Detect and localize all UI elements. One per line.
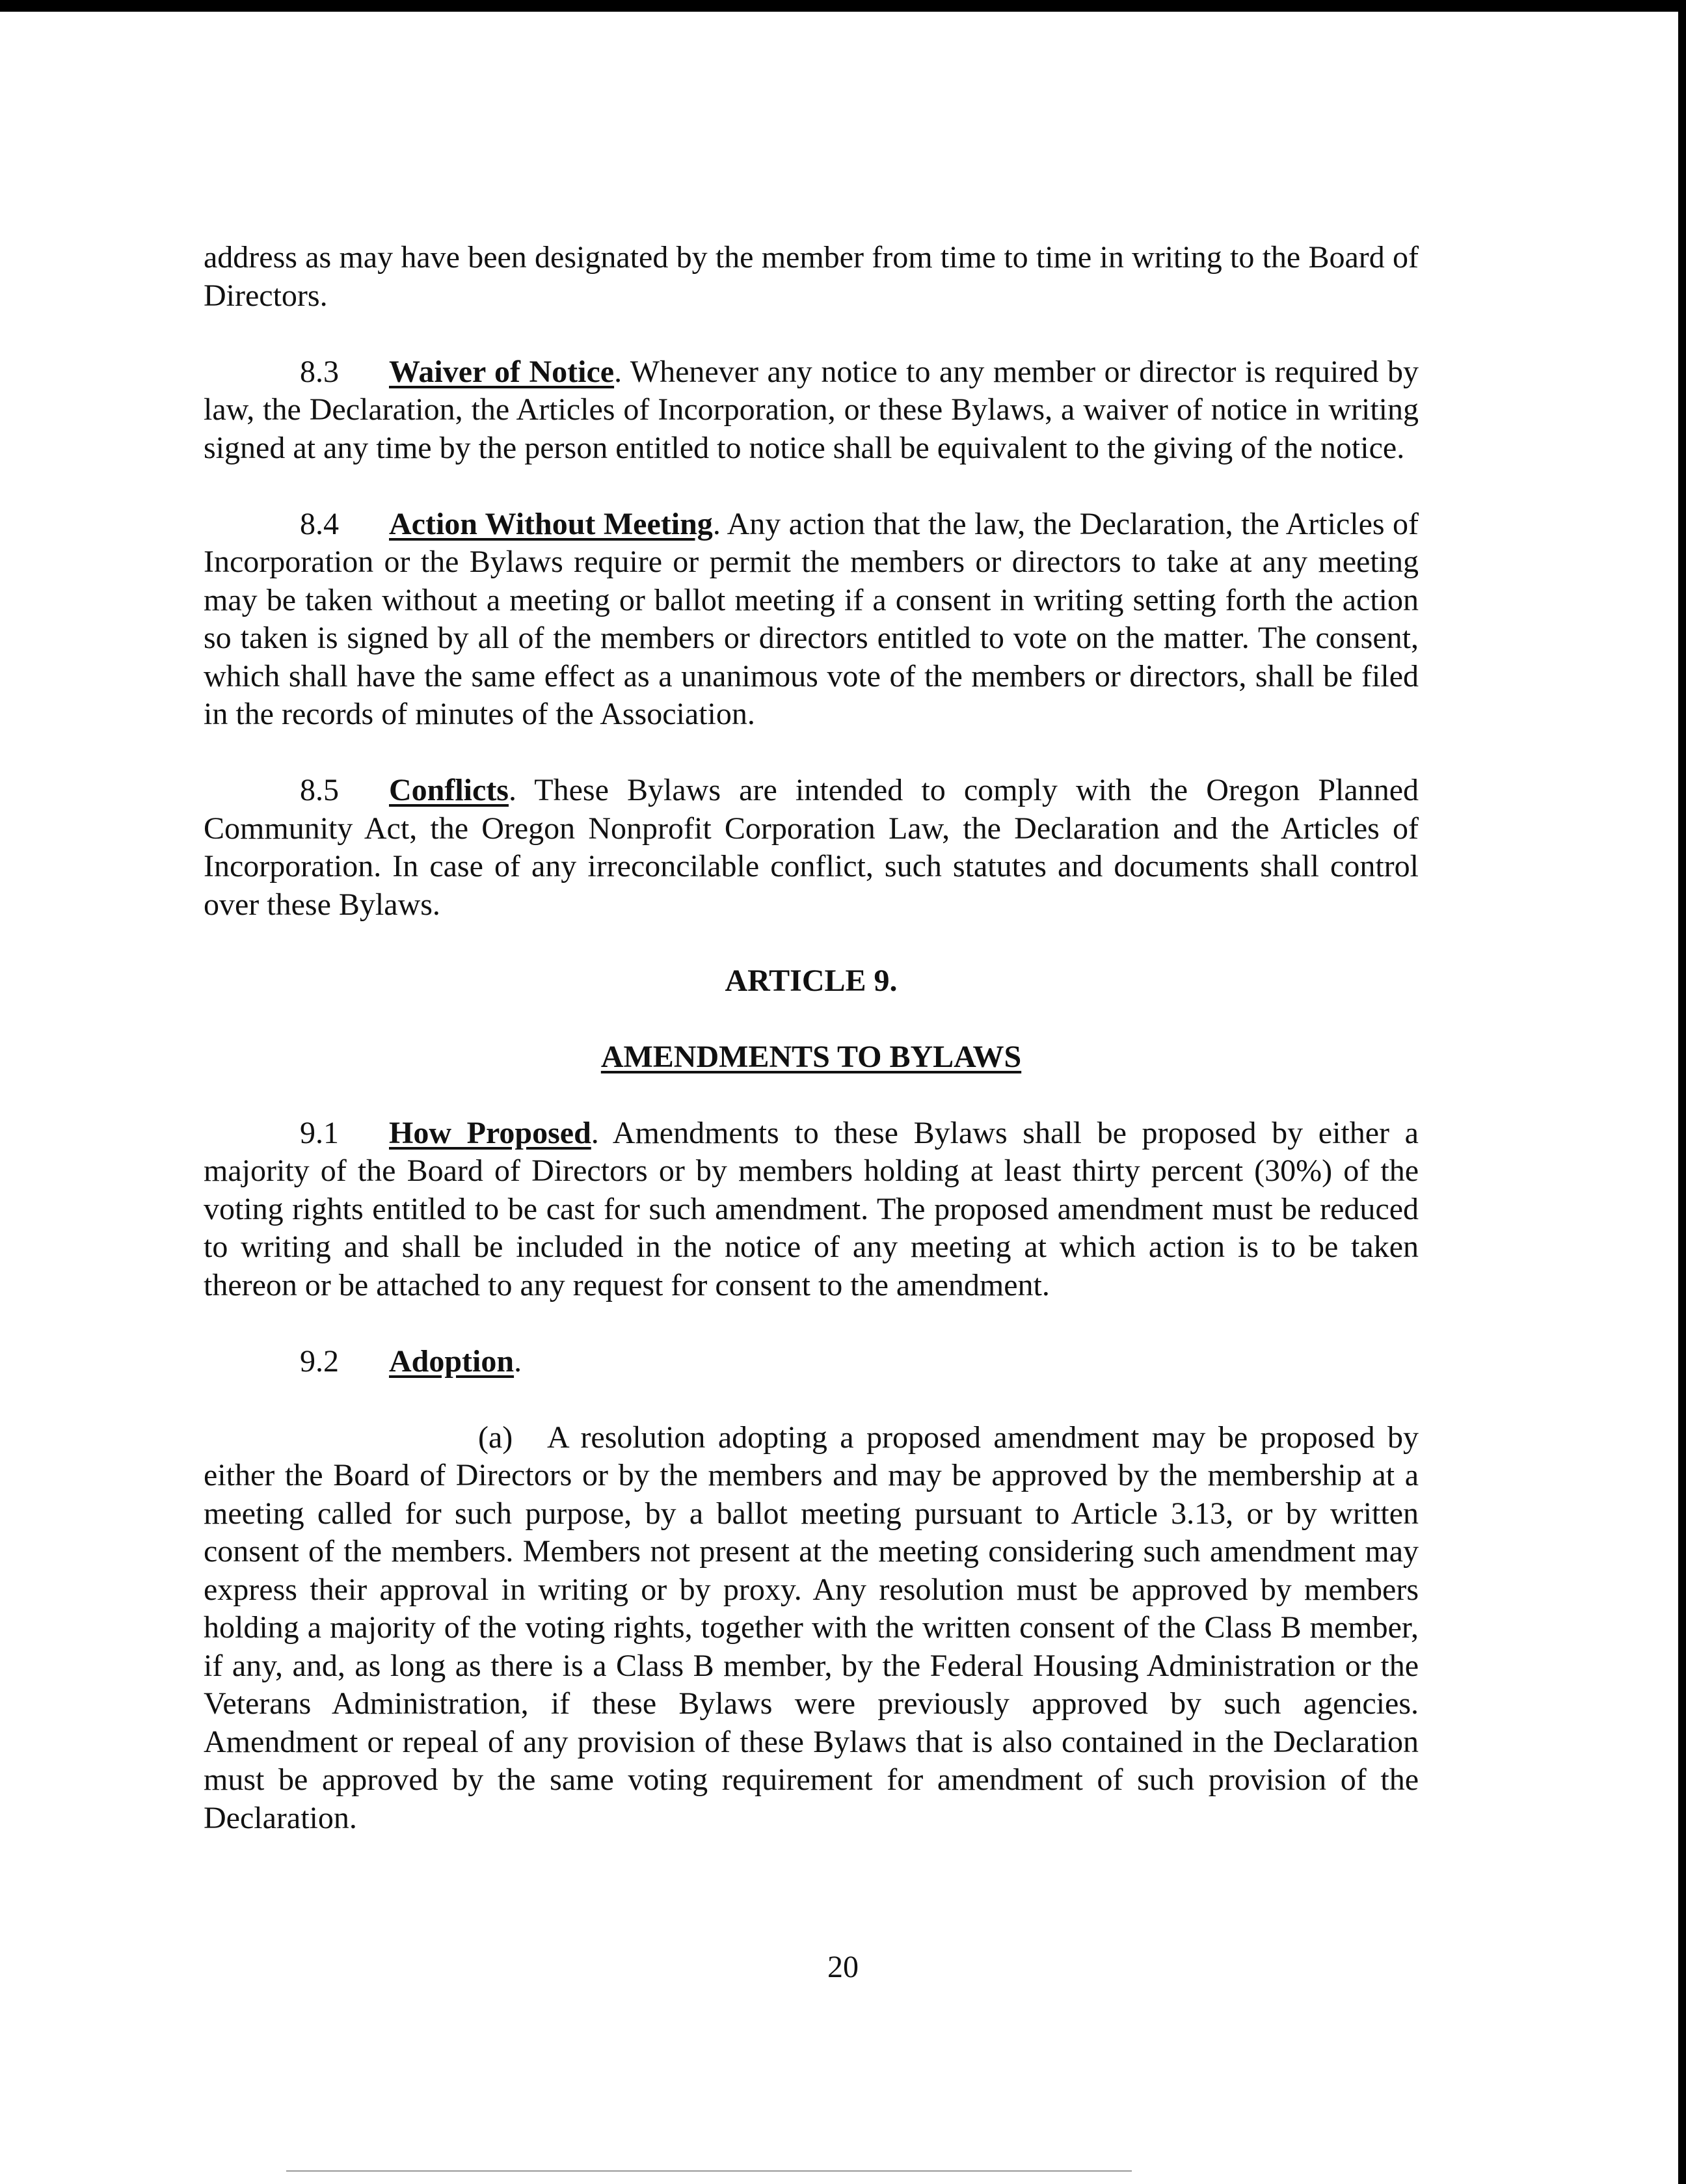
section-text: . These Bylaws are intended to comply with the Oregon Planned Community Act, the Oregon Nonprofit Corporation Law, the Declaration and the Articles of Incorporation. In case of any irreconcilable conflict, such statutes and documents shall control over these Bylaws.	[204, 773, 1419, 922]
subsection-text: A resolution adopting a proposed amendment may be proposed by either the Board of Directors or by the members and may be approved by the membership at a meeting called for such purpose, by a ballot meeting pursuant to Article 3.13, or by written consent of the members. Members not present at the meeting considering such amendment may express their approval in writing or by proxy. Any resolution must be approved by members holding a majority of the voting rights, together with the written consent of the Class B member, if any, and, as long as there is a Class B member, by the Federal Housing Administration or the Veterans Administration, if these Bylaws were previously approved by such agencies. Amendment or repeal of any provision of these Bylaws that is also contained in the Declaration must be approved by the same voting requirement for amendment of such provision of the Declaration.	[204, 1420, 1419, 1835]
document-page	[204, 239, 1419, 1837]
section-number: 9.1	[300, 1115, 339, 1150]
scan-border-top	[0, 0, 1686, 12]
section-number: 9.2	[300, 1343, 339, 1379]
section-text: . Whenever any notice to any member or director is required by law, the Declaration, the Articles of Incorporation, or these Bylaws, a waiver of notice in writing signed at any time by the person entitled to notice shall be equivalent to the giving of the notice.	[204, 354, 1419, 465]
section-9-2	[204, 1343, 1419, 1381]
section-heading: Conflicts	[389, 773, 509, 807]
section-8-5	[204, 772, 1419, 924]
section-heading: Waiver of Notice	[389, 354, 615, 389]
article-subtitle	[204, 1038, 1419, 1077]
section-9-2-a	[204, 1419, 1419, 1838]
section-number: 8.4	[300, 506, 339, 541]
section-8-4	[204, 506, 1419, 734]
section-text: . Any action that the law, the Declaration, the Articles of Incorporation or the Bylaws require or permit the members or directors to take at any meeting may be taken without a meeting or ballot meeting if a consent in writing setting forth the action so taken is signed by all of the members or directors entitled to vote on the matter. The consent, which shall have the same effect as a unanimous vote of the members or directors, shall be filed in the records of minutes of the Association.	[204, 506, 1419, 731]
section-8-3	[204, 353, 1419, 468]
section-number: 8.5	[300, 773, 339, 807]
article-subtitle-text: AMENDMENTS TO BYLAWS	[600, 1039, 1022, 1074]
scan-border-bottom	[286, 2170, 1132, 2172]
subsection-label: (a)	[478, 1420, 513, 1455]
section-heading: Adoption	[389, 1343, 515, 1379]
section-heading: How Proposed	[389, 1115, 591, 1150]
section-text: . Amendments to these Bylaws shall be proposed by either a majority of the Board of Directors or by members holding at least thirty percent (30%) of the voting rights entitled to be cast for such amendment. The proposed amendment must be reduced to writing and shall be included in the notice of any meeting at which action is to be taken thereon or be attached to any request for consent to the amendment.	[204, 1115, 1419, 1302]
section-9-1	[204, 1114, 1419, 1305]
section-heading: Action Without Meeting	[389, 506, 713, 541]
article-title: ARTICLE 9.	[725, 963, 898, 998]
section-number: 8.3	[300, 354, 339, 389]
scan-border-right	[1678, 0, 1686, 2184]
section-text: .	[514, 1343, 522, 1379]
page-number: 20	[827, 1950, 859, 1984]
continued-paragraph: address as may have been designated by the member from time to time in writing to the Board of Directors.	[204, 240, 1419, 313]
